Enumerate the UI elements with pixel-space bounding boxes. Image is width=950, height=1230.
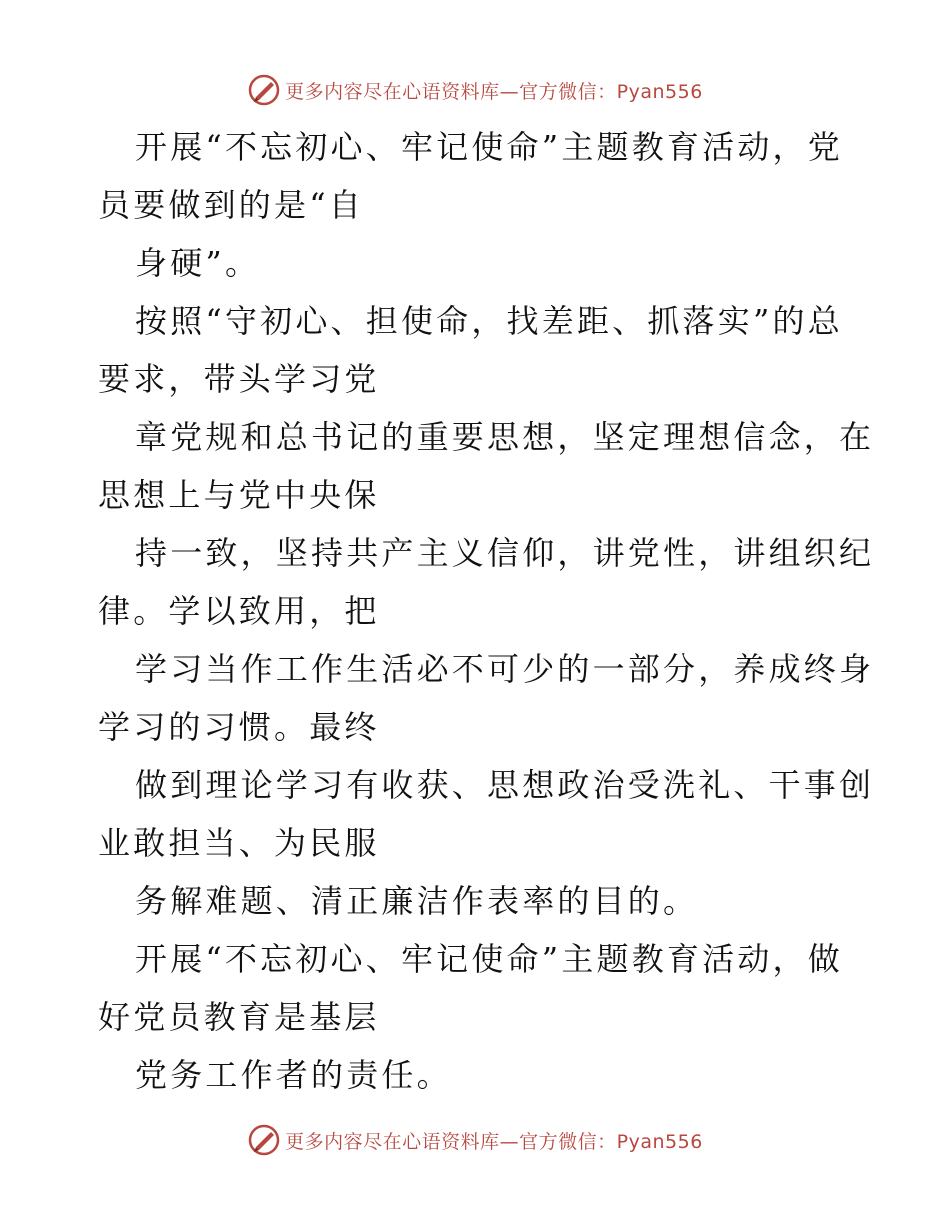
footer-banner-text: 更多内容尽在心语资料库—官方微信：Pyan556 <box>285 1130 703 1153</box>
footer-banner <box>0 1120 950 1160</box>
document-line: 好党员教育是基层 <box>98 998 380 1036</box>
document-line: 章党规和总书记的重要思想，坚定理想信念，在 <box>135 418 875 456</box>
document-line: 律。学以致用，把 <box>98 592 380 630</box>
pen-logo-icon <box>247 1123 281 1157</box>
pen-logo-icon <box>247 73 281 107</box>
document-line: 按照“守初心、担使命，找差距、抓落实”的总 <box>135 302 843 340</box>
document-line: 学习的习惯。最终 <box>98 708 380 746</box>
document-body <box>98 118 875 1104</box>
document-line: 党务工作者的责任。 <box>135 1056 452 1094</box>
document-line: 思想上与党中央保 <box>98 476 380 514</box>
document-line: 业敢担当、为民服 <box>98 824 380 862</box>
document-line: 持一致，坚持共产主义信仰，讲党性，讲组织纪 <box>135 534 875 572</box>
header-banner <box>0 70 950 110</box>
document-line: 学习当作工作生活必不可少的一部分，养成终身 <box>135 650 875 688</box>
document-line: 务解难题、清正廉洁作表率的目的。 <box>135 882 699 920</box>
document-line: 员要做到的是“自 <box>98 186 364 224</box>
header-banner-text: 更多内容尽在心语资料库—官方微信：Pyan556 <box>285 80 703 103</box>
document-line: 要求，带头学习党 <box>98 360 380 398</box>
document-line: 身硬”。 <box>135 244 261 282</box>
document-line: 开展“不忘初心、牢记使命”主题教育活动，党 <box>135 128 843 166</box>
document-line: 开展“不忘初心、牢记使命”主题教育活动，做 <box>135 940 843 978</box>
document-line: 做到理论学习有收获、思想政治受洗礼、干事创 <box>135 766 875 804</box>
